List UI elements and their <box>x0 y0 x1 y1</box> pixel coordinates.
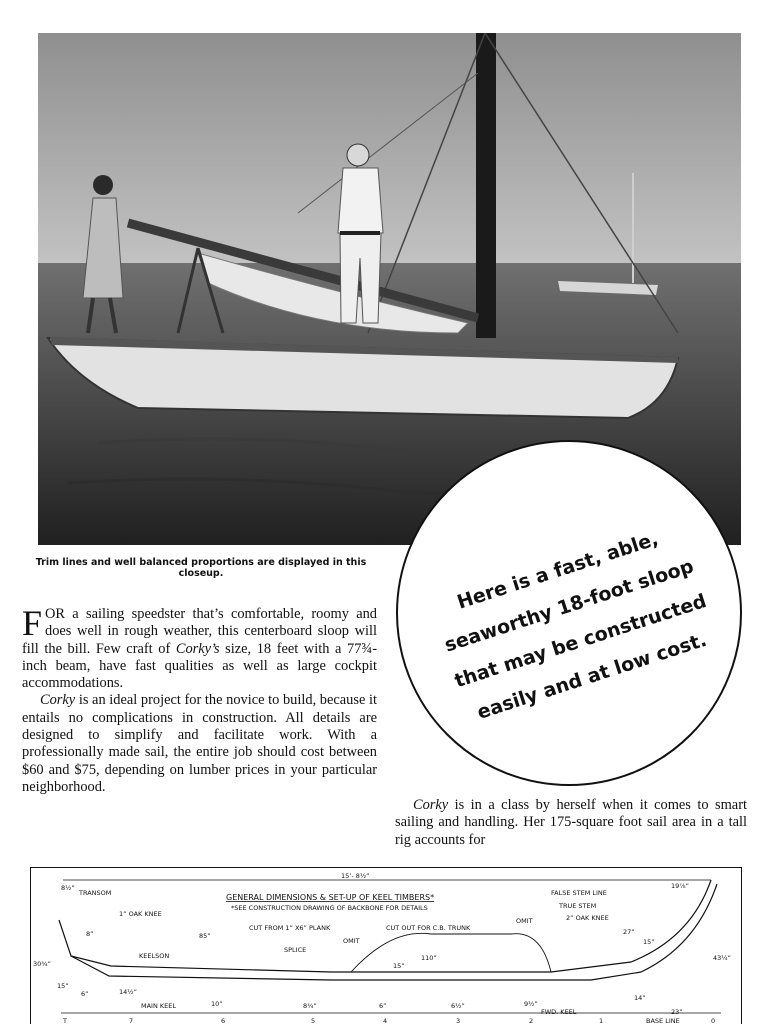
paragraph-3-text: is in a class by herself when it comes to smart sailing and handling. Her 175-square foot sail area in a tall rig accounts for <box>395 797 747 848</box>
dim-15-left: 15” <box>57 982 69 990</box>
dim-8: 8” <box>86 930 94 938</box>
paragraph-1-emphasis: Corky’s <box>175 640 220 657</box>
dim-6b: 6” <box>379 1002 387 1010</box>
paragraph-2-text: is an ideal project for the novice to build, because it entails no complications in construction. All details are designed to simplify and facilitate work. With a professionally made sail, the entire job should cost between $60 and $75, depending on lumber prices in your particular neighborhood. <box>22 692 377 795</box>
label-main-keel: MAIN KEEL <box>141 1002 176 1010</box>
keel-timbers-diagram <box>30 867 742 1024</box>
label-cut-out: CUT OUT FOR C.B. TRUNK <box>386 924 471 932</box>
callout-bubble <box>396 440 742 786</box>
callout-text: Here is a fast, able, seaworthy 18-foot sloop that may be constructed easily and at low cost. <box>441 527 710 724</box>
dim-9: 9½” <box>524 1000 538 1008</box>
label-base-line: BASE LINE <box>646 1017 680 1024</box>
label-oak-knee: 1” OAK KNEE <box>119 910 162 918</box>
station-t: T <box>63 1017 67 1024</box>
dim-30: 30¾” <box>33 960 51 968</box>
station-7: 7 <box>129 1017 134 1024</box>
station-0: 0 <box>711 1017 716 1024</box>
dim-6c: 6½” <box>451 1002 465 1010</box>
dim-85: 85” <box>199 932 211 940</box>
paragraph-2 <box>22 692 377 796</box>
paragraph-3 <box>395 797 747 849</box>
dim-27: 27” <box>623 928 635 936</box>
paragraph-1 <box>22 603 377 692</box>
dim-19: 19⅞” <box>671 882 689 890</box>
dim-15: 15” <box>393 962 405 970</box>
label-keelson: KEELSON <box>139 952 170 960</box>
station-4: 4 <box>383 1017 388 1024</box>
diagram-title: GENERAL DIMENSIONS & SET-UP OF KEEL TIMBERS* <box>226 893 435 902</box>
dim-6: 6” <box>81 990 89 998</box>
dim-43: 43¼” <box>713 954 731 962</box>
label-splice: SPLICE <box>284 946 307 954</box>
station-5: 5 <box>311 1017 316 1024</box>
label-cut-from: CUT FROM 1” X6” PLANK <box>249 924 331 932</box>
station-6: 6 <box>221 1017 226 1024</box>
dim-110: 110” <box>421 954 437 962</box>
station-3: 3 <box>456 1017 461 1024</box>
label-true-stem: TRUE STEM <box>559 902 597 910</box>
label-omit-1: OMIT <box>343 937 360 945</box>
dim-8b: 8¾” <box>303 1002 317 1010</box>
dim-overall: 15’- 8½” <box>341 872 370 880</box>
station-2: 2 <box>529 1017 534 1024</box>
article-left-column <box>22 603 377 796</box>
keel-drawing <box>31 868 742 1024</box>
drop-cap: F <box>22 603 43 643</box>
photo-caption: Trim lines and well balanced proportions are displayed in this closeup. <box>35 557 367 579</box>
station-1: 1 <box>599 1017 604 1024</box>
paragraph-1-text-a: OR a sailing speedster that’s comfortable, roomy and does well in rough weather, this centerboard sloop will fill the bill. Few craft of <box>22 606 377 657</box>
dim-15b: 15” <box>643 938 655 946</box>
label-fwd-keel: FWD. KEEL <box>541 1008 577 1016</box>
article-right-column <box>395 797 747 849</box>
dim-14: 14½” <box>119 988 137 996</box>
dim-10: 10” <box>211 1000 223 1008</box>
dim-8half: 8½” <box>61 884 75 892</box>
dim-14b: 14” <box>634 994 646 1002</box>
diagram-subtitle: *SEE CONSTRUCTION DRAWING OF BACKBONE FOR DETAILS <box>231 904 428 912</box>
paragraph-1-text-b: size, 18 feet with a 77¾-inch beam, have fast qualities as well as large cockpit accommodations. <box>22 640 377 692</box>
label-transom: TRANSOM <box>79 889 112 897</box>
paragraph-2-emphasis: Corky <box>40 692 76 709</box>
label-omit-2: OMIT <box>516 917 533 925</box>
dim-23: 23” <box>671 1008 683 1016</box>
label-false-stem: FALSE STEM LINE <box>551 889 607 897</box>
paragraph-3-emphasis: Corky <box>413 797 449 813</box>
label-oak-knee-2: 2” OAK KNEE <box>566 914 609 922</box>
